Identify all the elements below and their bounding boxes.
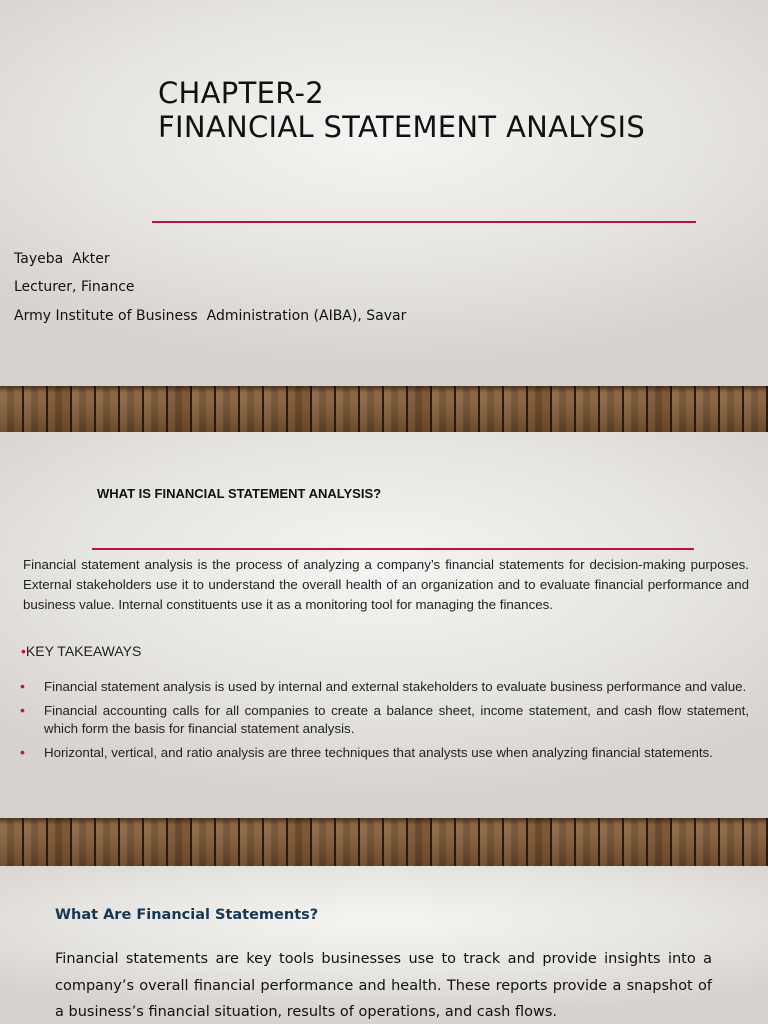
author-institution: Army Institute of Business Administration (AIBA), Savar bbox=[14, 308, 407, 324]
author-position: Lecturer, Finance bbox=[14, 279, 135, 295]
bullet-icon: • bbox=[20, 744, 25, 760]
body-paragraph: Financial statements are key tools businesses use to track and provide insights into a company’s overall financial performance and health. These reports provide a snapshot of a business’s financial situation, results of operations, and cash flows. bbox=[55, 951, 712, 1020]
bullet-icon: • bbox=[21, 643, 26, 659]
wood-floor-divider bbox=[0, 818, 768, 866]
title-divider bbox=[152, 221, 696, 223]
slide-1 bbox=[0, 0, 768, 386]
definition-paragraph: Financial statement analysis is the process of analyzing a company’s financial statements for decision-making purposes. External stakeholders use it to understand the overall health of an organization and to evaluate financial performance and business value. Internal constituents use it as a monitoring tool for managing the finances. bbox=[23, 557, 749, 612]
list-item-text: Financial accounting calls for all companies to create a balance sheet, income statement, and cash flow statement, which form the basis for financial statement analysis. bbox=[44, 703, 749, 736]
title-line-2: FINANCIAL STATEMENT ANALYSIS bbox=[158, 110, 646, 144]
author-name: Tayeba Akter bbox=[14, 251, 110, 267]
list-item-text: Horizontal, vertical, and ratio analysis are three techniques that analysts use when analyzing financial statements. bbox=[44, 745, 713, 760]
takeaways-list bbox=[20, 678, 749, 768]
list-item-text: Financial statement analysis is used by internal and external stakeholders to evaluate business performance and value. bbox=[44, 679, 747, 694]
key-takeaways-label bbox=[21, 643, 141, 659]
bullet-icon: • bbox=[20, 702, 25, 718]
slide-title bbox=[158, 76, 645, 144]
heading-divider bbox=[92, 548, 694, 550]
slide-2 bbox=[0, 432, 768, 818]
key-takeaways-text: KEY TAKEAWAYS bbox=[25, 643, 142, 659]
list-item bbox=[20, 702, 749, 738]
list-item bbox=[20, 678, 749, 696]
list-item bbox=[20, 744, 749, 762]
wood-floor-divider bbox=[0, 386, 768, 432]
section-heading: WHAT IS FINANCIAL STATEMENT ANALYSIS? bbox=[97, 486, 382, 501]
bullet-icon: • bbox=[20, 678, 25, 694]
section-heading: What Are Financial Statements? bbox=[55, 907, 319, 923]
title-line-1: CHAPTER-2 bbox=[158, 76, 325, 110]
slide-3 bbox=[0, 866, 768, 1024]
